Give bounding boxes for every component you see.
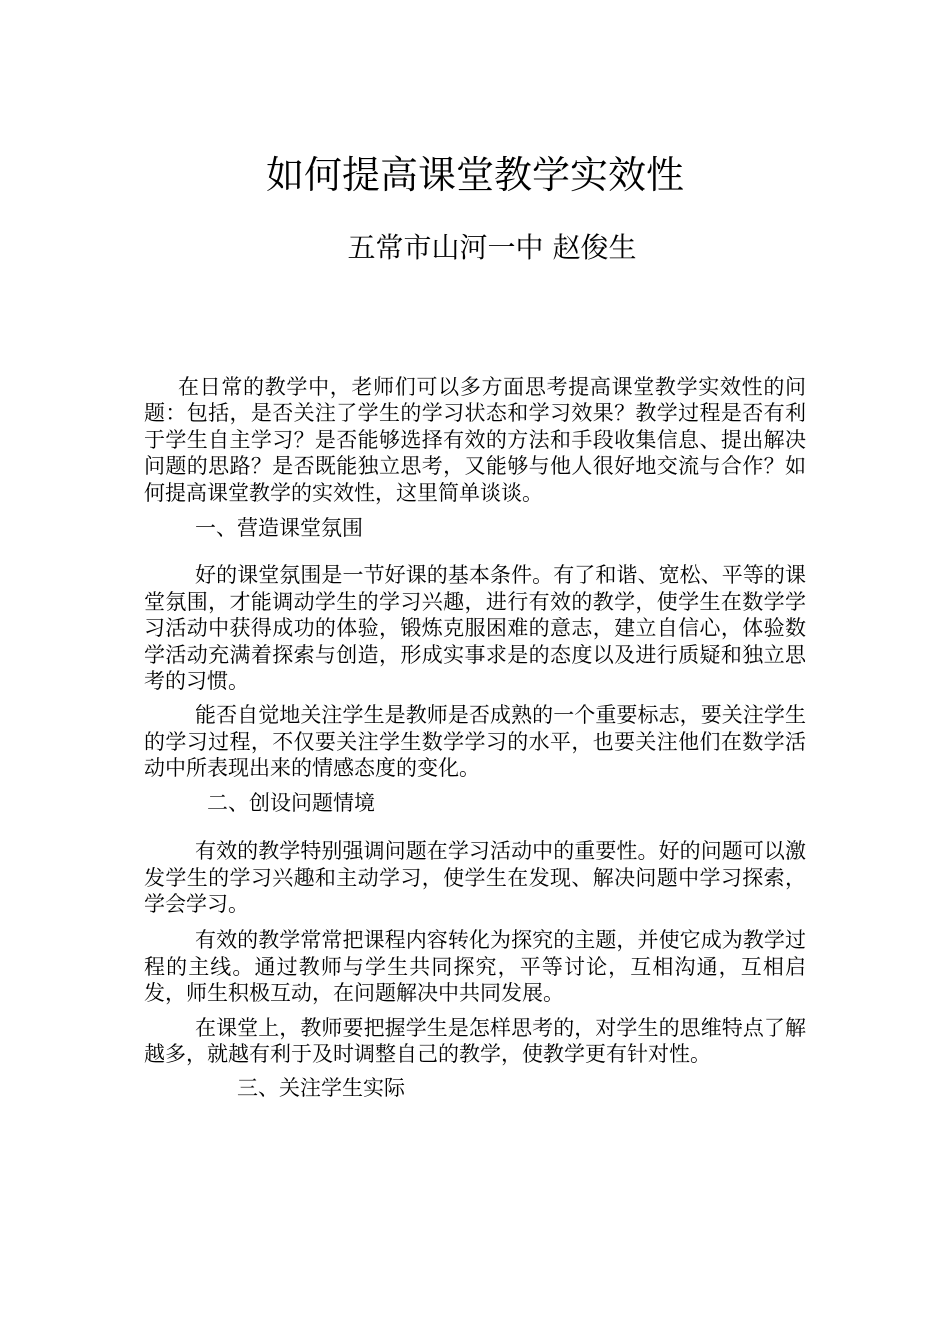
section-heading-2: 二、创设问题情境 xyxy=(207,790,375,815)
section-heading-1: 一、营造课堂氛围 xyxy=(195,516,363,541)
body-paragraph: 在课堂上，教师要把握学生是怎样思考的，对学生的思维特点了解越多，就越有利于及时调整自己的教学，使教学更有针对性。 xyxy=(144,1015,806,1066)
document-title: 如何提高课堂教学实效性 xyxy=(265,153,684,197)
author-line: 五常市山河一中 赵俊生 xyxy=(347,231,637,264)
body-paragraph: 能否自觉地关注学生是教师是否成熟的一个重要标志，要关注学生的学习过程，不仅要关注学生数学学习的水平，也要关注他们在数学活动中所表现出来的情感态度的变化。 xyxy=(144,703,806,781)
intro-paragraph: 在日常的教学中，老师们可以多方面思考提高课堂教学实效性的问题：包括，是否关注了学生的学习状态和学习效果？教学过程是否有利于学生自主学习？是否能够选择有效的方法和手段收集信息、提出解决问题的思路？是否既能独立思考，又能够与他人很好地交流与合作？如何提高课堂教学的实效性，这里简单谈谈。 xyxy=(144,375,806,505)
section-heading-3: 三、关注学生实际 xyxy=(237,1076,405,1101)
body-paragraph: 有效的教学常常把课程内容转化为探究的主题，并使它成为教学过程的主线。通过教师与学生共同探究，平等讨论，互相沟通，互相启发，师生积极互动，在问题解决中共同发展。 xyxy=(144,928,806,1006)
document-body xyxy=(144,374,806,1102)
body-paragraph: 有效的教学特别强调问题在学习活动中的重要性。好的问题可以激发学生的学习兴趣和主动学习，使学生在发现、解决问题中学习探索，学会学习。 xyxy=(144,839,806,916)
body-paragraph: 好的课堂氛围是一节好课的基本条件。有了和谐、宽松、平等的课堂氛围，才能调动学生的学习兴趣，进行有效的教学，使学生在数学学习活动中获得成功的体验，锻炼克服困难的意志，建立自信心，体验数学活动充满着探索与创造，形成实事求是的态度以及进行质疑和独立思考的习惯。 xyxy=(144,563,806,694)
